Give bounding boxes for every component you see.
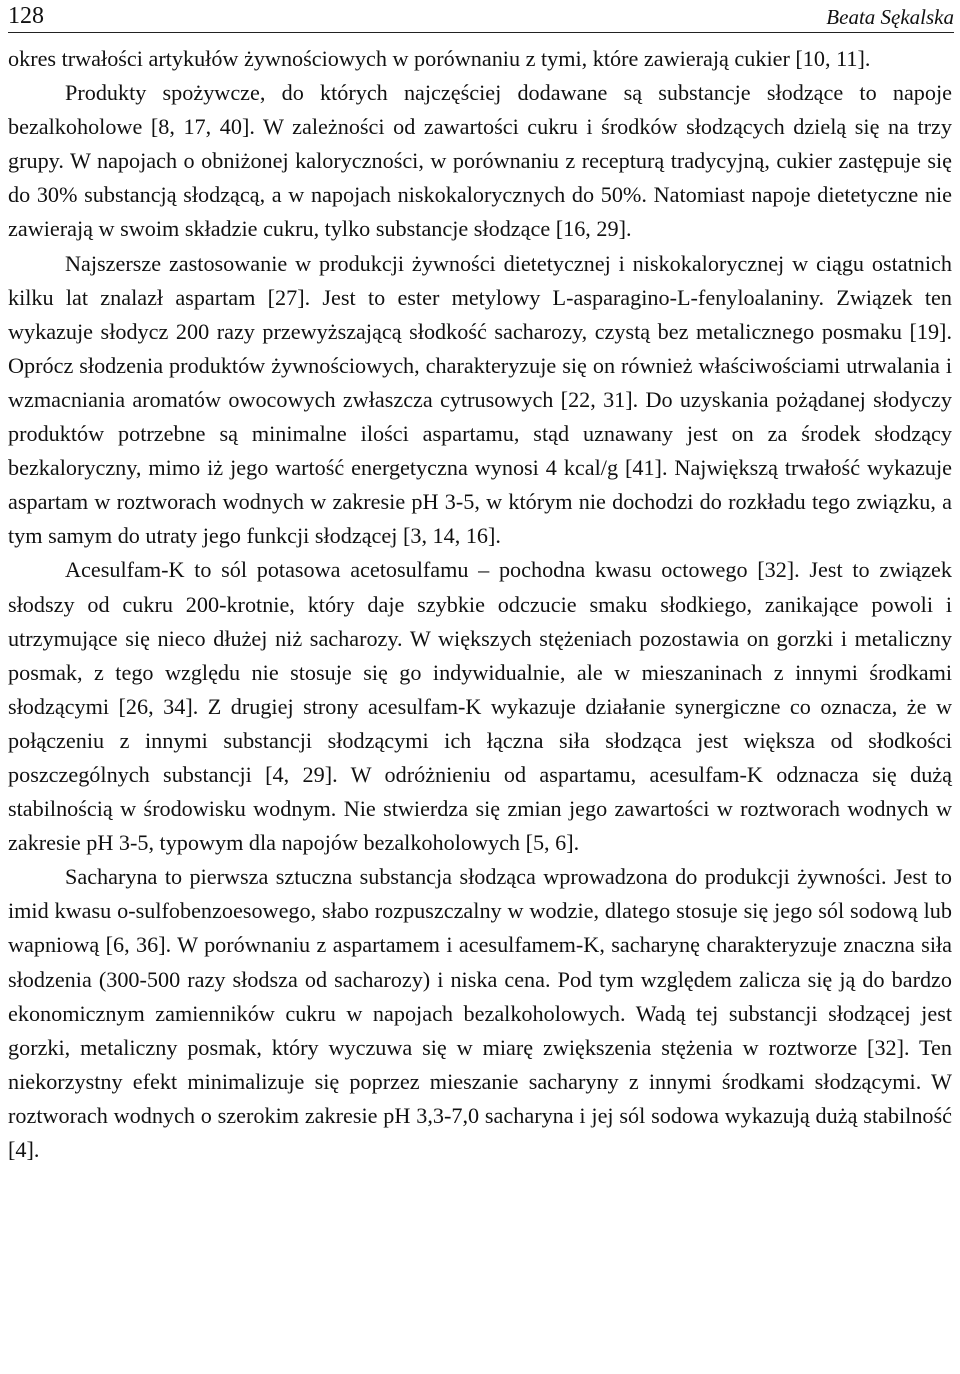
paragraph-beverages: Produkty spożywcze, do których najczęściej dodawane są substancje słodzące to napoje bezalkoholowe [8, 17, 40]. W zależności od zawartości cukru i środków słodzących dzielą się na trzy grupy. W napojach o obniżonej kaloryczności, w porównaniu z recepturą tradycyjną, cukier zastępuje się do 30% substancją słodzącą, a w napojach niskokalorycznych do 50%. Natomiast napoje dietetyczne nie zawierają w swoim składzie cukru, tylko substancje słodzące [16, 29]. [8,80,952,242]
page-number: 128 [8,3,44,29]
paragraph-aspartame: Najszersze zastosowanie w produkcji żywności dietetycznej i niskokalorycznej w ciągu ostatnich kilku lat znalazł aspartam [27]. Jest to ester metylowy L-asparagino-L-fenyloalaniny. Związek ten wykazuje słodycz 200 razy przewyższającą słodkość sacharozy, czystą bez metalicznego posmaku [19]. Oprócz słodzenia produktów żywnościowych, charakteryzuje się on również właściwościami utrwalania i wzmacniania aromatów owocowych zwłaszcza cytrusowych [22, 31]. Do uzyskania pożądanej słodyczy produktów potrzebne są minimalne ilości aspartamu, stąd uznawany jest on za środek słodzący bezkaloryczny, mimo iż jego wartość energetyczna wynosi 4 kcal/g [41]. Największą trwałość wykazuje aspartam w roztworach wodnych w zakresie pH 3-5, w którym nie dochodzi do rozkładu tego związku, a tym samym do utraty jego funkcji słodzącej [3, 14, 16]. [8,250,952,549]
paragraph-continuation: okres trwałości artykułów żywnościowych w porównaniu z tymi, które zawierają cukier [10, 11]. [8,46,871,71]
paragraph-acesulfame-k: Acesulfam-K to sól potasowa acetosulfamu – pochodna kwasu octowego [32]. Jest to związek słodszy od cukru 200-krotnie, który daje szybkie odczucie smaku słodkiego, zanikające powoli i utrzymujące się nieco dłużej niż sacharozy. W większych stężeniach pozostawia on gorzki i metaliczny posmak, z tego względu nie stosuje się go indywidualnie, ale w mieszaninach z innymi środkami słodzącymi [26, 34]. Z drugiej strony acesulfam-K wykazuje działanie synergiczne co oznacza, że w połączeniu z innymi substancji słodzącymi ich łączna siła słodząca jest większa od słodkości poszczególnych substancji [4, 29]. W odróżnieniu od aspartamu, acesulfam-K odznacza się dużą stabilnością w środowisku wodnym. Nie stwierdza się zmian jego zawartości w roztworach wodnych w zakresie pH 3-5, typowym dla napojów bezalkoholowych [5, 6]. [8,557,952,856]
article-body [8,42,952,1167]
running-header-author: Beata Sękalska [826,5,954,29]
paragraph-saccharin: Sacharyna to pierwsza sztuczna substancja słodząca wprowadzona do produkcji żywności. Jest to imid kwasu o-sulfobenzoesowego, słabo rozpuszczalny w wodzie, dlatego stosuje się jego sól sodową lub wapniową [6, 36]. W porównaniu z aspartamem i acesulfamem-K, sacharynę charakteryzuje znaczna siła słodzenia (300-500 razy słodsza od sacharozy) i niska cena. Pod tym względem zalicza się ją do bardzo ekonomicznym zamienników cukru w napojach bezalkoholowych. Wadą tej substancji słodzącej jest gorzki, metaliczny posmak, który wyczuwa się w miarę zwiększenia stężenia w roztworze [32]. Ten niekorzystny efekt minimalizuje się poprzez mieszanie sacharyny z innymi środkami słodzącymi. W roztworach wodnych o szerokim zakresie pH 3,3-7,0 sacharyna i jej sól sodowa wykazują dużą stabilność [4]. [8,864,952,1162]
running-header [8,2,954,33]
